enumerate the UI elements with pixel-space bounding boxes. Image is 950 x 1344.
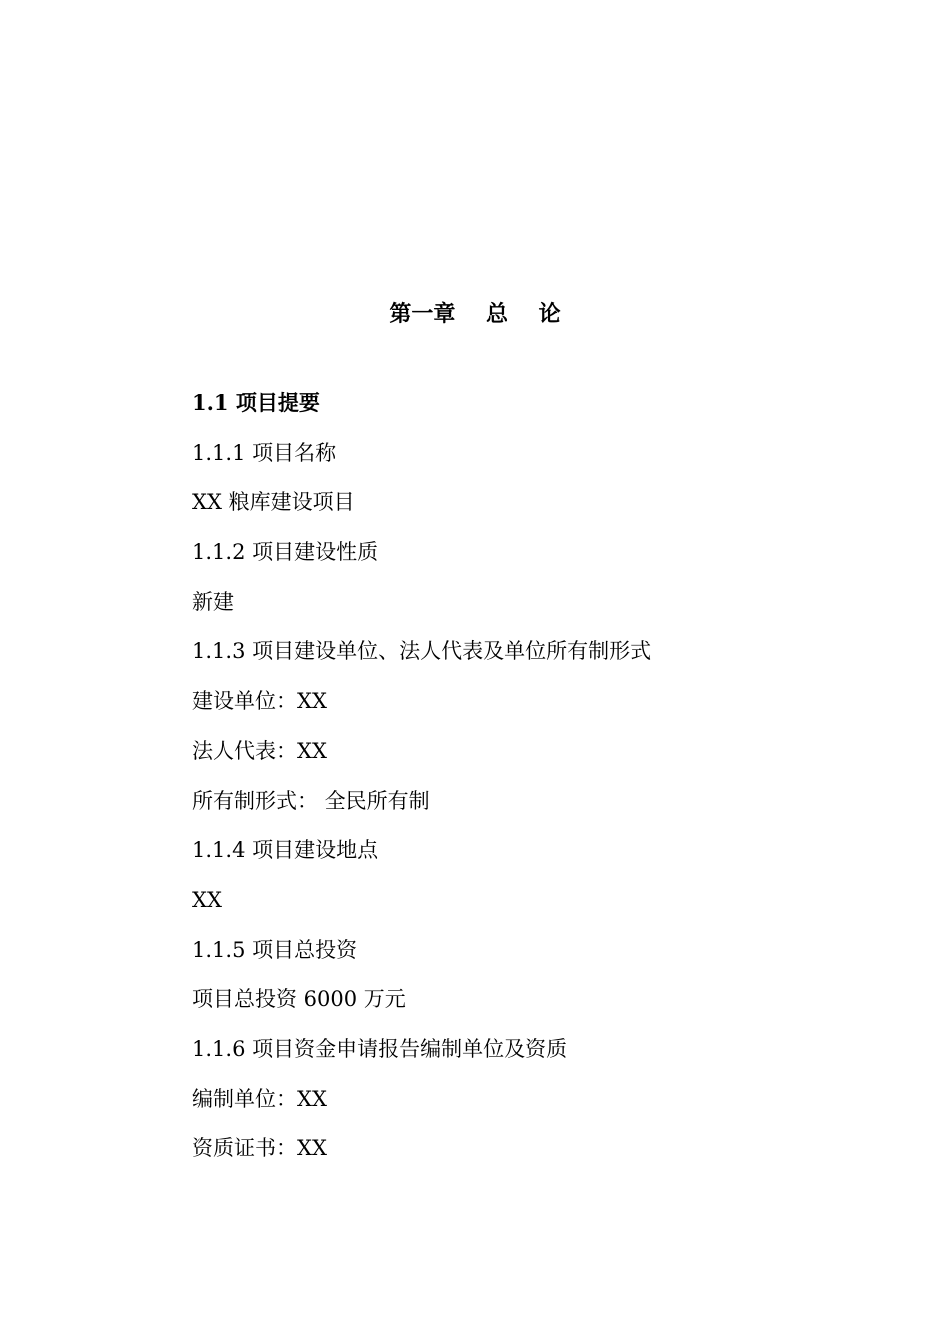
subsection-heading: 1.1.3 项目建设单位、法人代表及单位所有制形式	[192, 639, 652, 664]
paragraph-line: 法人代表：XX	[192, 738, 327, 763]
subsection-heading: 1.1.2 项目建设性质	[192, 540, 379, 565]
document-body	[192, 383, 872, 1178]
paragraph-line: 所有制形式： 全民所有制	[192, 788, 430, 813]
chapter-title: 第一章 总 论	[389, 302, 561, 327]
subsection-heading: 1.1.4 项目建设地点	[192, 838, 379, 863]
subsection-heading: 1.1.6 项目资金申请报告编制单位及资质	[192, 1036, 568, 1061]
subsection-heading: 1.1.1 项目名称	[192, 440, 337, 465]
paragraph-line: 资质证书：XX	[192, 1136, 327, 1161]
subsection-heading: 1.1.5 项目总投资	[192, 937, 358, 962]
paragraph-line: 新建	[192, 589, 234, 614]
section-heading: 1.1 项目提要	[192, 390, 320, 415]
paragraph-line: XX 粮库建设项目	[192, 490, 355, 515]
paragraph-line: 项目总投资 6000 万元	[192, 987, 406, 1012]
paragraph-line: 建设单位：XX	[192, 689, 327, 714]
paragraph-line: 编制单位：XX	[192, 1086, 327, 1111]
paragraph-line: XX	[192, 887, 222, 912]
